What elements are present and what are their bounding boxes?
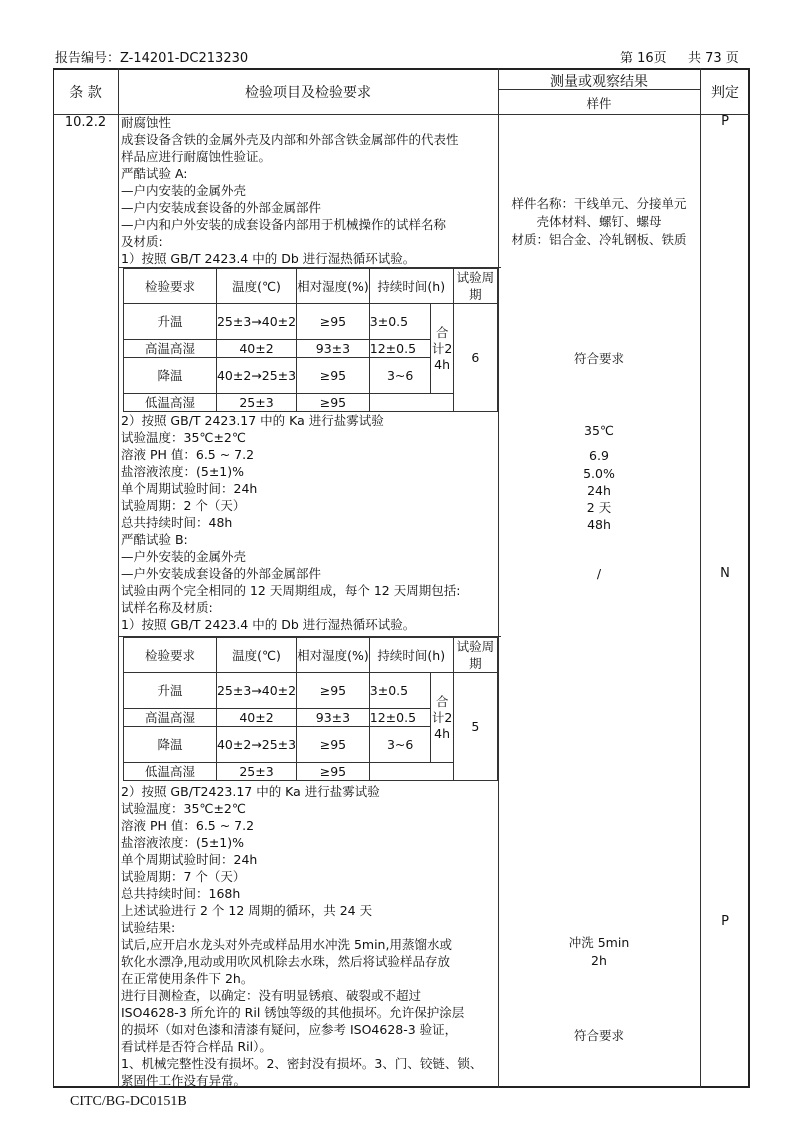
page-number: 第 16页 [620,51,667,66]
requirement-line: ISO4628-3 所允许的 Ril 锈蚀等级的其他损坏。允许保护涂层 [121,1005,465,1020]
requirement-line: 试样名称及材质: [121,600,213,615]
requirement-line: —户外安装的金属外壳 [121,549,247,564]
items-header: 检验项目及检验要求 [245,85,371,101]
report-number: 报告编号：Z-14201-DC213230 [55,51,249,66]
form-code: CITC/BG-DC0151B [70,1094,187,1109]
cycle-count: 5 [453,673,497,781]
result-store: 2h [591,953,607,968]
table-cell: 3±0.5 [369,304,431,340]
result-cycle-time: 24h [587,482,611,498]
table-cell: 低温高湿 [124,763,217,781]
result-rinse: 冲洗 5min [568,935,630,950]
requirement-line: —户内和户外安装的成套设备内部用于机械操作的试样名称 [121,217,447,232]
table-cell: ≥95 [297,304,370,340]
requirement-line: 单个周期试验时间：24h [121,481,258,496]
requirement-line: 样品应进行耐腐蚀性验证。 [121,149,272,164]
requirement-line: 试验周期：7 个（天） [121,869,246,884]
table-cell: 高温高湿 [124,709,217,727]
requirement-line: 试验温度：35℃±2℃ [121,430,246,445]
rinse-results [498,934,700,970]
table-cell: 93±3 [297,340,370,358]
table-cell [369,763,453,781]
verdict-na: N [720,566,730,581]
requirement-line: 严酷试验 A: [121,166,188,181]
cycle-table-a [123,268,498,412]
col-header: 持续时间(h) [369,269,453,304]
requirement-line: 1）按照 GB/T 2423.4 中的 Db 进行湿热循环试验。 [121,617,416,632]
result-na: / [596,566,602,581]
sample-parts: 壳体材料、螺钉、螺母 [536,214,662,229]
requirement-line: 总共持续时间：168h [121,886,241,901]
sample-name: 样件名称：干线单元、分接单元 [511,196,687,211]
table-cell: 93±3 [297,709,370,727]
table-cell [369,394,453,412]
table-row [124,304,498,340]
table-cell: 25±3→40±2 [216,673,296,709]
table-cell: 12±0.5 [369,709,431,727]
requirement-line: 盐溶液浓度：(5±1)% [121,464,245,479]
table-cell: 低温高湿 [124,394,217,412]
col-header: 温度(℃) [216,638,296,673]
requirement-line: 单个周期试验时间：24h [121,852,258,867]
result-cycles: 2 天 [586,500,612,516]
result-conform-2: 符合要求 [573,1028,624,1043]
total-duration: 合计24h [431,304,453,394]
requirement-line: 1）按照 GB/T 2423.4 中的 Db 进行湿热循环试验。 [121,251,416,266]
requirement-line: —户内安装成套设备的外部金属部件 [121,200,322,215]
cycle-table-b [123,637,498,781]
table-row [124,673,498,709]
requirement-line: 及材质: [121,234,163,249]
table-cell: ≥95 [297,727,370,763]
requirement-line: 试验周期：2 个（天） [121,498,246,513]
table-cell: 降温 [124,358,217,394]
requirement-line: 2）按照 GB/T2423.17 中的 Ka 进行盐雾试验 [121,784,380,799]
table-cell: 3±0.5 [369,673,431,709]
table-cell: ≥95 [297,763,370,781]
verdict-pass: P [721,114,729,129]
requirement-line: 试后,应开启水龙头对外壳或样品用水冲洗 5min,用蒸馏水或 [121,937,452,952]
sample-header: 样件 [586,96,612,111]
requirement-line: 溶液 PH 值：6.5 ~ 7.2 [121,447,255,462]
table-cell: 12±0.5 [369,340,431,358]
divider [118,68,119,1088]
requirement-line: 耐腐蚀性 [121,115,172,130]
requirement-line: 成套设备含铁的金属外壳及内部和外部含铁金属部件的代表性 [121,132,459,147]
col-header: 持续时间(h) [369,638,453,673]
table-cell: 25±3 [216,394,296,412]
requirement-line: 试验由两个完全相同的 12 天周期组成，每个 12 天周期包括: [121,583,461,598]
requirement-line: 软化水漂净,甩动或用吹风机除去水珠，然后将试验样品存放 [121,954,450,969]
table-cell: 升温 [124,673,217,709]
requirement-line: 试验温度：35℃±2℃ [121,801,246,816]
requirements-column [121,114,498,1089]
table-cell: ≥95 [297,673,370,709]
table-cell: 3~6 [369,727,431,763]
result-total: 48h [587,517,611,533]
result-concentration: 5.0% [583,465,615,481]
table-cell: ≥95 [297,394,370,412]
requirement-line: 试验结果: [121,920,176,935]
requirement-line: 的损坏（如对色漆和清漆有疑问，应参考 ISO4628-3 验证， [121,1022,458,1037]
results-header: 测量或观察结果 [550,74,648,90]
requirement-line: 溶液 PH 值：6.5 ~ 7.2 [121,818,255,833]
requirement-line: 在正常使用条件下 2h。 [121,971,254,986]
col-header: 相对湿度(%) [297,269,370,304]
table-cell: 40±2 [216,709,296,727]
table-cell: 40±2→25±3 [216,727,296,763]
col-header: 检验要求 [124,269,217,304]
verdict-pass: P [721,914,729,929]
requirement-line: 1、机械完整性没有损坏。2、密封没有损坏。3、门、铰链、锁、 [121,1056,483,1071]
result-conform: 符合要求 [573,351,624,366]
col-header: 检验要求 [124,638,217,673]
result-ph: 6.9 [589,448,609,464]
clause-header: 条 款 [69,85,102,101]
requirement-line: —户外安装成套设备的外部金属部件 [121,566,322,581]
requirement-line: 进行目测检查，以确定：没有明显锈痕、破裂或不超过 [121,988,422,1003]
sample-info [498,195,700,249]
table-cell: 40±2 [216,340,296,358]
table-cell: 25±3 [216,763,296,781]
table-cell: 40±2→25±3 [216,358,296,394]
col-header: 相对湿度(%) [297,638,370,673]
table-row [124,394,498,412]
requirement-line: —户内安装的金属外壳 [121,183,247,198]
cycle-count: 6 [453,304,497,412]
requirement-line: 紧固件工作没有异常。 [121,1073,247,1088]
col-header: 试验周期 [453,269,497,304]
requirement-line: 严酷试验 B: [121,532,188,547]
table-cell: 高温高湿 [124,340,217,358]
table-cell: ≥95 [297,358,370,394]
requirement-line: 盐溶液浓度：(5±1)% [121,835,245,850]
verdict-header: 判定 [711,85,739,101]
requirement-line: 总共持续时间：48h [121,515,233,530]
salt-spray-results [498,422,700,534]
table-cell: 3~6 [369,358,431,394]
table-cell: 升温 [124,304,217,340]
table-row [124,763,498,781]
requirement-line: 上述试验进行 2 个 12 周期的循环，共 24 天 [121,903,373,918]
page-total: 共 73 页 [688,51,739,66]
table-cell: 降温 [124,727,217,763]
col-header: 试验周期 [453,638,497,673]
table-cell: 25±3→40±2 [216,304,296,340]
total-duration: 合计24h [431,673,453,763]
result-temp: 35℃ [584,423,614,438]
requirement-line: 2）按照 GB/T 2423.17 中的 Ka 进行盐雾试验 [121,413,384,428]
col-header: 温度(℃) [216,269,296,304]
clause-number: 10.2.2 [64,115,107,130]
sample-material: 材质：铝合金、冷轧钢板、铁质 [511,232,687,247]
requirement-line: 看试样是否符合样品 Ril）。 [121,1039,272,1054]
